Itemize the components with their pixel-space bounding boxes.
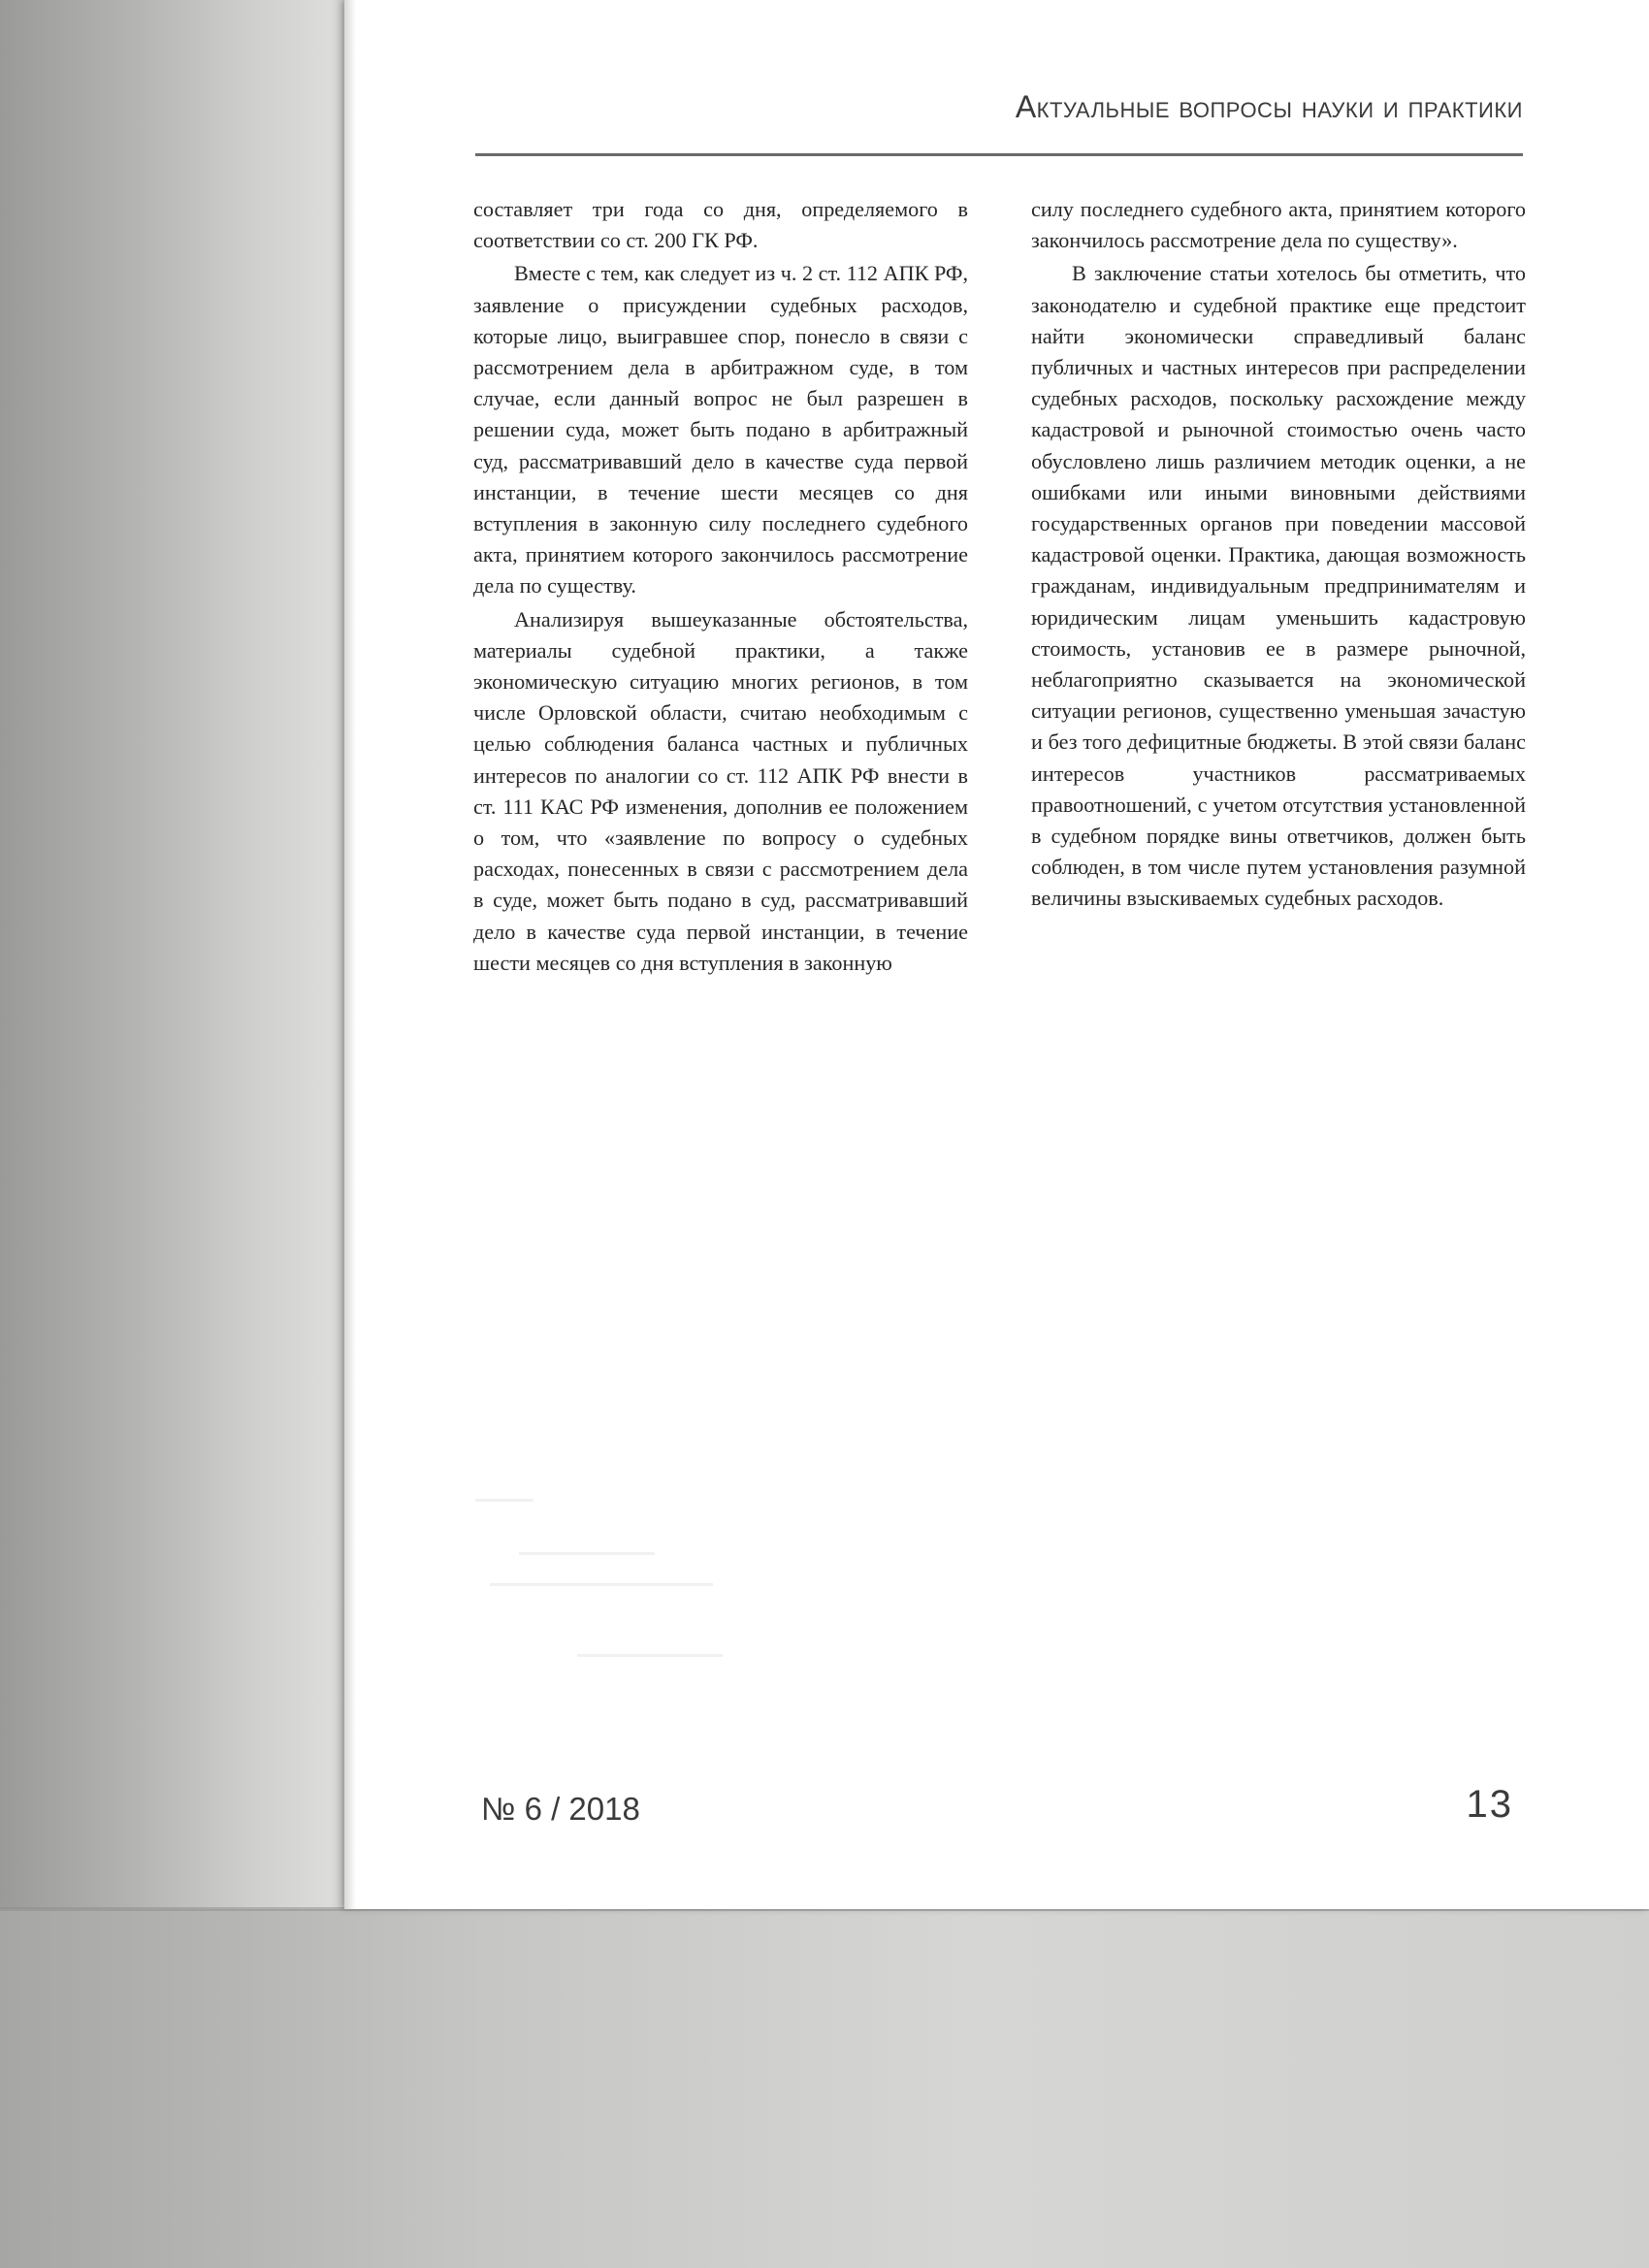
page-edge-shadow bbox=[344, 0, 356, 1909]
paragraph: Вместе с тем, как следует из ч. 2 ст. 112 АПК РФ, заявление о присуждении судебных расходов, которые лицо, выигравшее спор, понесло в связи с рассмотрением дела в арбитражном суде, в том случае, если данный вопрос не был разрешен в решении суда, может быть подано в арбитражный суд, рассматривавший дело в качестве суда первой инстанции, в течение шести месяцев со дня вступления в законную силу последнего судебного акта, принятием которого закончилось рассмотрение дела по существу. bbox=[473, 261, 969, 599]
show-through-mark bbox=[577, 1654, 723, 1657]
paragraph: Анализируя вышеуказанные обстоятельства, материалы судебной практики, а также экономическую ситуацию многих регионов, в том числе Орловской области, считаю необходимым с целью соблюдения баланса частных и публичных интересов по аналогии со ст. 112 АПК РФ внести в ст. 111 КАС РФ изменения, дополнив ее положением о том, что «заявление по вопросу о судебных расходах, понесенных в связи с рассмотрением дела в суде, может быть подано в суд, рассматривавший дело в качестве суда первой инстанции, в течение шести месяцев со дня вступления в законную bbox=[473, 606, 968, 975]
journal-page bbox=[344, 0, 1649, 1909]
show-through-mark bbox=[519, 1552, 655, 1555]
paragraph: В заключение статьи хотелось бы отметить, что законодателю и судебной практике еще предстоит найти экономически справедливый баланс публичных и частных интересов при распределении судебных расходов, поскольку расхождение между кадастровой и рыночной стоимостью очень часто обусловлено лишь различием методик оценки, а не ошибками или иными виновными действиями государственных органов при поведении массовой кадастровой оценки. Практика, дающая возможность гражданам, индивидуальным предпринимателям и юридическим лицам уменьшить кадастровую стоимость, установив ее в размере рыночной, неблагоприятно сказывается на экономической ситуации регионов, существенно уменьшая зачастую и без того дефицитные бюджеты. В этой связи баланс интересов участников рассматриваемых правоотношений, с учетом отсутствия установленной в судебном порядке вины ответчиков, должен быть соблюден, в том числе путем установления разумной величины взыскиваемых судебных расходов. bbox=[1031, 261, 1526, 911]
paragraph: составляет три года со дня, определяемого в соответствии со ст. 200 ГК РФ. bbox=[473, 197, 968, 253]
text-column-left bbox=[473, 194, 968, 979]
show-through-mark bbox=[490, 1583, 713, 1586]
running-header: Актуальные вопросы науки и практики bbox=[1015, 89, 1523, 124]
scanner-background-bottom bbox=[0, 1909, 1649, 2268]
show-through-mark bbox=[475, 1499, 534, 1502]
header-rule bbox=[475, 153, 1523, 156]
paragraph: силу последнего судебного акта, принятием которого закончилось рассмотрение дела по существу». bbox=[1031, 197, 1526, 253]
text-column-right bbox=[1031, 194, 1526, 915]
issue-number: № 6 / 2018 bbox=[481, 1791, 640, 1827]
page-number: 13 bbox=[1466, 1783, 1513, 1826]
